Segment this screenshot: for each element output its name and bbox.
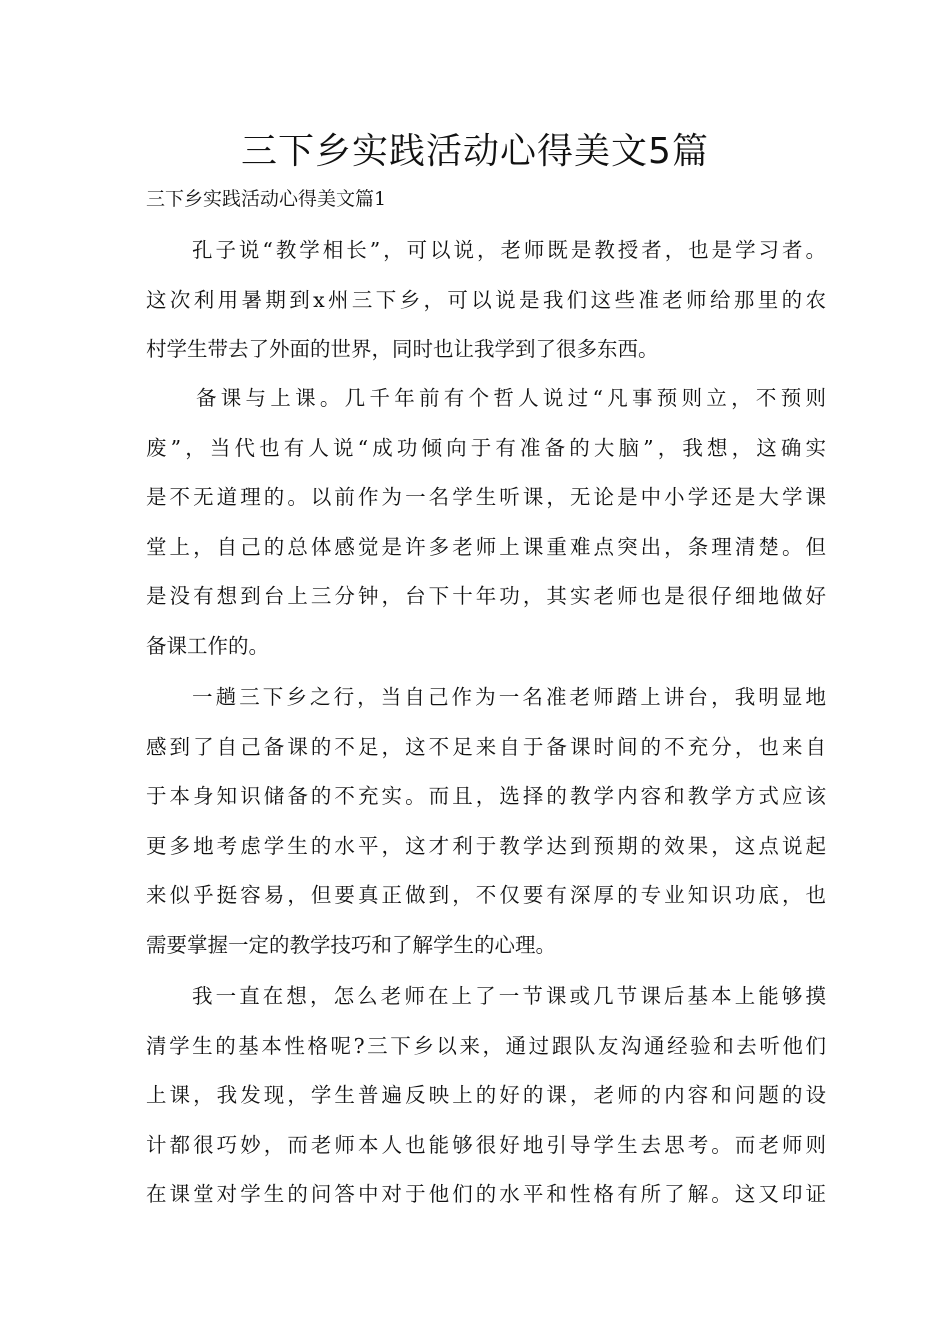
paragraph-line: 备课工作的。: [146, 633, 269, 658]
paragraph-line: 清学生的基本性格呢?三下乡以来，通过跟队友沟通经验和去听他们: [146, 1033, 826, 1058]
paragraph-line: 这次利用暑期到x州三下乡，可以说是我们这些准老师给那里的农: [146, 287, 826, 312]
paragraph-line: 在课堂对学生的问答中对于他们的水平和性格有所了解。这又印证: [146, 1182, 826, 1206]
paragraph-line: 更多地考虑学生的水平，这才利于教学达到预期的效果，这点说起: [146, 833, 826, 858]
paragraph-line: 于本身知识储备的不充实。而且，选择的教学内容和教学方式应该: [146, 784, 826, 808]
paragraph-line: 一趟三下乡之行，当自己作为一名准老师踏上讲台，我明显地: [192, 685, 826, 709]
paragraph-1: [146, 226, 826, 375]
paragraph-line: 需要掌握一定的教学技巧和了解学生的心理。: [146, 932, 556, 957]
paragraph-line: 计都很巧妙，而老师本人也能够很好地引导学生去思考。而老师则: [146, 1132, 826, 1157]
paragraph-line: 废”，当代也有人说“成功倾向于有准备的大脑”，我想，这确实: [146, 435, 826, 460]
paragraph-line: 村学生带去了外面的世界，同时也让我学到了很多东西。: [146, 337, 659, 361]
document-title: 三下乡实践活动心得美文5篇: [241, 131, 709, 172]
paragraph-line: 来似乎挺容易，但要真正做到，不仅要有深厚的专业知识功底，也: [146, 883, 826, 907]
paragraph-line: 备课与上课。几千年前有个哲人说过“凡事预则立，不预则: [196, 386, 826, 410]
paragraph-line: 感到了自己备课的不足，这不足来自于备课时间的不充分，也来自: [146, 734, 826, 759]
paragraph-2: [146, 374, 826, 671]
paragraph-line: 上课，我发现，学生普遍反映上的好的课，老师的内容和问题的设: [146, 1083, 826, 1107]
paragraph-3: [146, 673, 826, 970]
paragraph-line: 是没有想到台上三分钟，台下十年功，其实老师也是很仔细地做好: [146, 584, 826, 608]
paragraph-line: 堂上，自己的总体感觉是许多老师上课重难点突出，条理清楚。但: [146, 534, 826, 559]
paragraph-4: [146, 972, 826, 1220]
paragraph-line: 孔子说“教学相长”，可以说，老师既是教授者，也是学习者。: [192, 238, 826, 262]
section-heading: 三下乡实践活动心得美文篇1: [146, 188, 387, 210]
paragraph-line: 我一直在想，怎么老师在上了一节课或几节课后基本上能够摸: [192, 984, 826, 1008]
paragraph-line: 是不无道理的。以前作为一名学生听课，无论是中小学还是大学课: [146, 485, 826, 509]
